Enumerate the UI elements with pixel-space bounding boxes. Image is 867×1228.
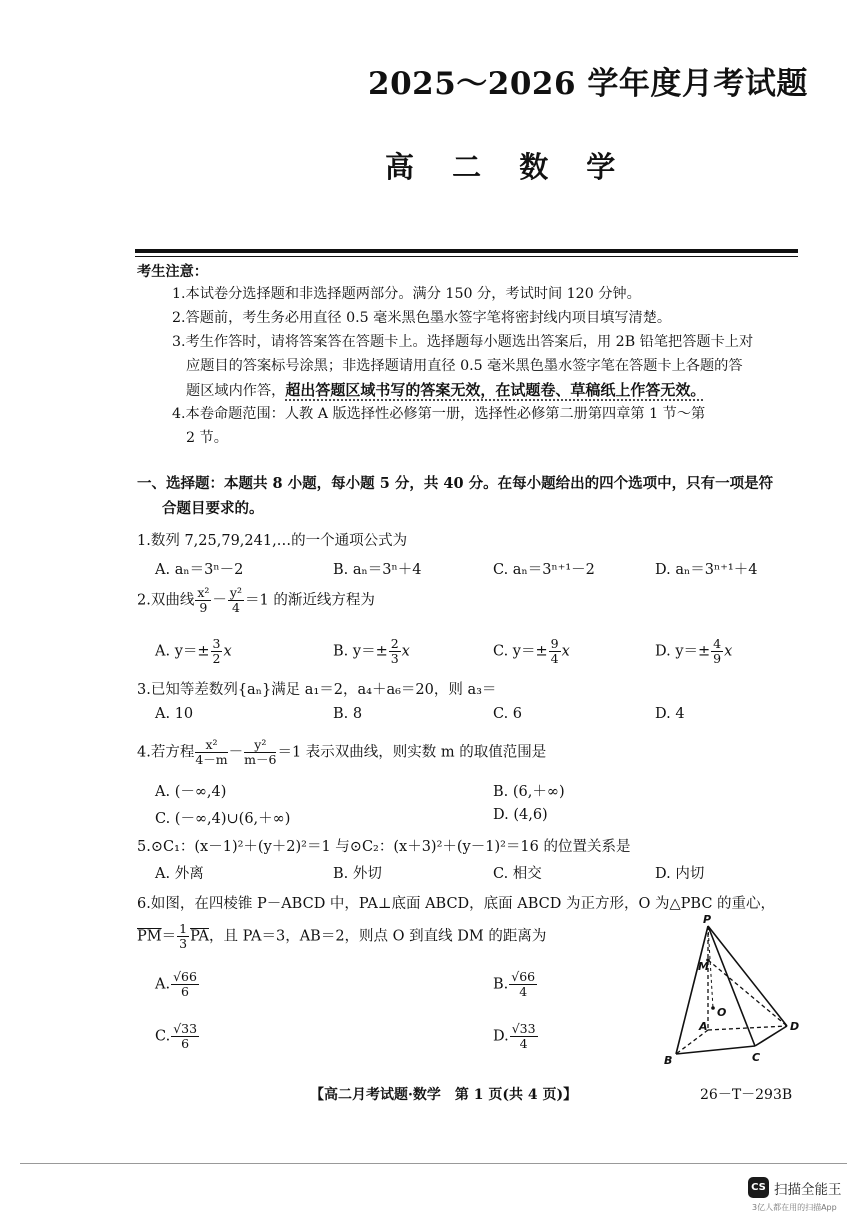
q6-b-num: √66 [511, 969, 536, 984]
notice-line-5a: 题区域内作答， [186, 383, 286, 399]
scan-divider [20, 1163, 847, 1164]
label-d: D [790, 1020, 800, 1033]
q2-pre: 2.双曲线 [137, 592, 195, 609]
q3-option-c: C. 6 [493, 706, 523, 722]
q2-option-c [493, 637, 570, 666]
q6-line2 [137, 922, 546, 951]
scanner-tagline: 3亿人都在用的扫描App [752, 1203, 837, 1212]
q6-b-label: B. [493, 976, 509, 993]
q2-c-frac [549, 637, 561, 666]
q2-b-pre: B. y＝± [333, 643, 388, 660]
scanner-logo-icon: CS [748, 1177, 769, 1198]
q1-option-b: B. aₙ＝3ⁿ＋4 [333, 562, 422, 578]
q2-b-den: 3 [390, 651, 399, 666]
q6-c-frac [171, 1022, 199, 1051]
q4-option-b: B. (6,＋∞) [493, 784, 565, 800]
notice-line-7: 2 节。 [186, 430, 228, 446]
scanner-name: 扫描全能王 [774, 1182, 842, 1198]
q2-c-x: x [561, 643, 570, 660]
q6-d-num: √33 [511, 1021, 536, 1036]
q2-frac-1 [195, 586, 211, 615]
q6-b-frac [509, 970, 537, 999]
q6-b-den: 4 [519, 984, 528, 999]
q3-option-b: B. 8 [333, 706, 363, 722]
q2-option-a [155, 637, 232, 666]
label-b: B [664, 1054, 673, 1067]
q2-d-pre: D. y＝± [655, 643, 711, 660]
q6-frac-den: 3 [179, 936, 188, 951]
q6-line1: 6.如图，在四棱锥 P－ABCD 中，PA⊥底面 ABCD，底面 ABCD 为正方形，O 为△PBC 的重心， [137, 896, 776, 912]
section1-line1: 一、选择题：本题共 8 小题，每小题 5 分，共 40 分。在每小题给出的四个选项中，只有一项是符 [137, 475, 774, 492]
q3-option-d: D. 4 [655, 706, 685, 722]
q2-frac-2-num: y² [229, 585, 242, 600]
q1-option-a: A. aₙ＝3ⁿ－2 [155, 562, 244, 578]
q6-c-den: 6 [181, 1036, 190, 1051]
notice-line-6: 4.本卷命题范围：人教 A 版选择性必修第一册，选择性必修第二册第四章第 1 节～第 [172, 406, 706, 422]
q2-d-x: x [724, 643, 733, 660]
q4-minus: － [228, 744, 244, 761]
exam-title: 2025～2026 学年度月考试题 [368, 66, 808, 102]
q2-c-num: 9 [550, 636, 559, 651]
q4-option-a: A. (－∞,4) [155, 784, 227, 800]
q6-line2-text: ，且 PA＝3，AB＝2，则点 O 到直线 DM 的距离为 [208, 928, 547, 945]
q2-stem [137, 586, 375, 615]
q6-option-a [155, 970, 200, 999]
label-a: A [699, 1020, 708, 1033]
q4-frac-1 [195, 738, 227, 767]
q6-eq: ＝ [161, 928, 177, 945]
q6-a-num: √66 [173, 969, 197, 984]
q5-stem: 5.⊙C₁：(x－1)²＋(y＋2)²＝1 与⊙C₂：(x＋3)²＋(y－1)²＝16 的位置关系是 [137, 839, 631, 855]
q2-a-x: x [223, 643, 232, 660]
q4-post: ＝1 表示双曲线，则实数 m 的取值范围是 [277, 744, 547, 761]
q2-c-pre: C. y＝± [493, 643, 548, 660]
q2-d-den: 9 [713, 651, 722, 666]
q6-a-label: A. [155, 976, 171, 993]
q6-d-label: D. [493, 1028, 509, 1045]
q6-vector-pm: $\overline{PM}$ [137, 928, 162, 945]
q1-option-c: C. aₙ＝3ⁿ⁺¹－2 [493, 562, 595, 578]
notice-warning: 超出答题区域书写的答案无效，在试题卷、草稿纸上作答无效。 [285, 381, 706, 399]
notice-heading: 考生注意： [137, 264, 208, 280]
label-p: P [703, 913, 712, 926]
q2-a-num: 3 [212, 636, 221, 651]
label-m: M [698, 960, 709, 973]
q5-option-c: C. 相交 [493, 866, 542, 882]
q4-frac-1-num: x² [195, 738, 227, 753]
notice-line-5 [186, 378, 705, 404]
pyramid-figure [660, 912, 810, 1072]
top-rule [135, 249, 798, 253]
q3-stem: 3.已知等差数列{aₙ}满足 a₁＝2，a₄＋a₆＝20，则 a₃＝ [137, 682, 497, 698]
notice-line-4: 应题目的答案标号涂黑；非选择题请用直径 0.5 毫米黑色墨水签字笔在答题卡上各题的答 [186, 358, 743, 374]
q2-frac-1-den: 9 [199, 600, 208, 615]
label-c: C [752, 1051, 761, 1064]
q2-b-frac [389, 637, 401, 666]
q2-post: ＝1 的渐近线方程为 [244, 592, 375, 609]
label-o: O [717, 1006, 727, 1019]
q2-option-b [333, 637, 410, 666]
q2-a-frac [211, 637, 223, 666]
q4-pre: 4.若方程 [137, 744, 195, 761]
q6-a-frac [171, 970, 199, 999]
q2-b-num: 2 [390, 636, 399, 651]
q6-vector-pa: $\overline{PA}$ [190, 928, 209, 945]
q2-a-den: 2 [212, 651, 221, 666]
q4-frac-2 [244, 738, 276, 767]
q4-frac-2-den: m－6 [244, 752, 277, 767]
q2-a-pre: A. y＝± [155, 643, 210, 660]
notice-line-2: 2.答题前，考生务必用直径 0.5 毫米黑色墨水签字笔将密封线内项目填写清楚。 [172, 310, 672, 326]
section1-line2: 合题目要求的。 [162, 500, 264, 517]
q5-option-d: D. 内切 [655, 866, 705, 882]
q2-frac-2-den: 4 [231, 600, 240, 615]
q2-d-frac [711, 637, 723, 666]
top-rule-thin [135, 256, 798, 257]
q4-option-c: C. (－∞,4)∪(6,＋∞) [155, 811, 291, 827]
q3-option-a: A. 10 [155, 706, 194, 722]
q6-option-c [155, 1022, 200, 1051]
q1-stem: 1.数列 7,25,79,241,…的一个通项公式为 [137, 533, 408, 549]
notice-line-1: 1.本试卷分选择题和非选择题两部分。满分 150 分，考试时间 120 分钟。 [172, 286, 641, 302]
q4-stem [137, 738, 546, 767]
q2-c-den: 4 [550, 651, 559, 666]
q6-d-den: 4 [519, 1036, 528, 1051]
paper-code: 26－T－293B [700, 1087, 793, 1103]
q2-d-num: 4 [713, 636, 722, 651]
q1-option-d: D. aₙ＝3ⁿ⁺¹＋4 [655, 562, 758, 578]
q6-c-label: C. [155, 1028, 171, 1045]
q5-option-a: A. 外离 [155, 866, 204, 882]
q6-option-b [493, 970, 538, 999]
q6-frac-num: 1 [179, 921, 188, 936]
q2-frac-2 [228, 586, 244, 615]
q6-frac [177, 922, 189, 951]
q6-option-d [493, 1022, 539, 1051]
q4-frac-2-num: y² [244, 738, 276, 753]
q2-minus: － [212, 592, 227, 609]
q4-frac-1-den: 4－m [195, 752, 228, 767]
q5-option-b: B. 外切 [333, 866, 382, 882]
q6-c-num: √33 [173, 1021, 198, 1036]
q2-option-d [655, 637, 732, 666]
page-footer: 【高二月考试题·数学 第 1 页(共 4 页)】 [310, 1087, 578, 1103]
q6-a-den: 6 [181, 984, 189, 999]
q6-d-frac [510, 1022, 538, 1051]
q2-frac-1-num: x² [197, 585, 210, 600]
subject-title: 高 二 数 学 [385, 150, 630, 184]
q2-b-x: x [401, 643, 410, 660]
notice-line-3: 3.考生作答时，请将答案答在答题卡上。选择题每小题选出答案后，用 2B 铅笔把答题卡上对 [172, 334, 754, 350]
q4-option-d: D. (4,6) [493, 807, 548, 823]
centroid-point [711, 1006, 715, 1010]
